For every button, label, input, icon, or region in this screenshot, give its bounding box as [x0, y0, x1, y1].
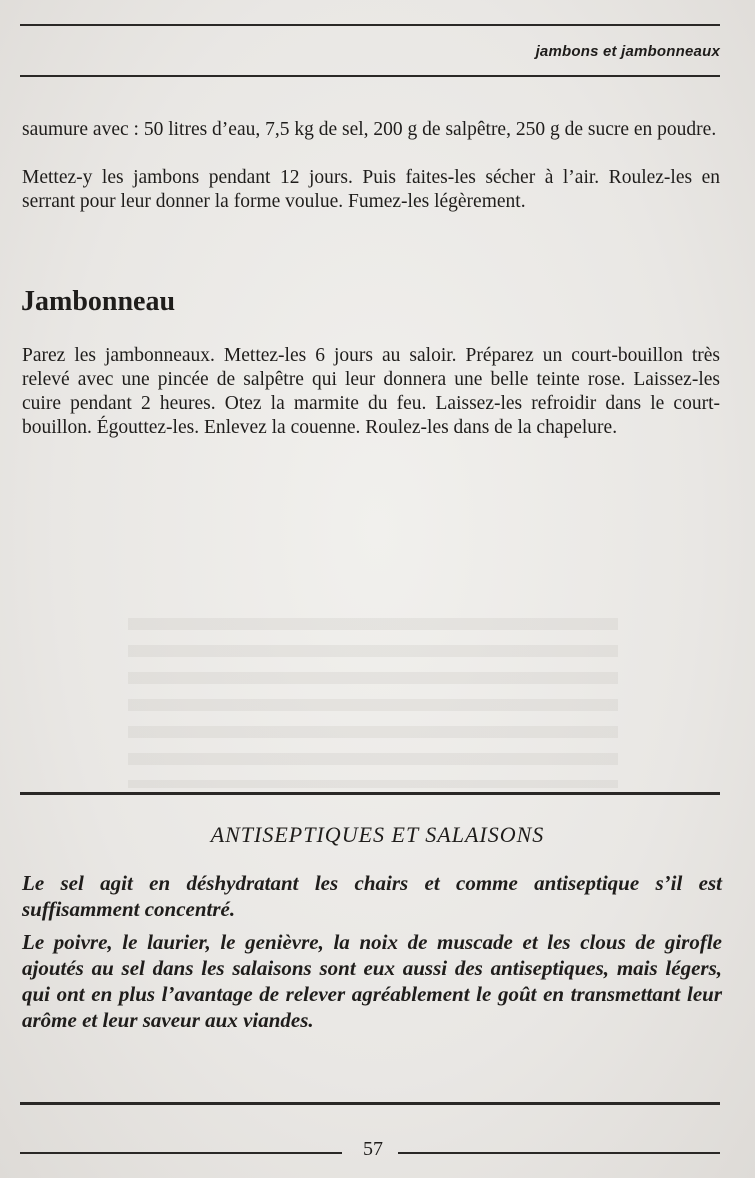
box-paragraph-2: Le poivre, le laurier, le genièvre, la noix de muscade et les clous de girofle ajoutés au sel dans les salaisons sont eux aussi des antiseptiques, mais légers, qui ont en plus l’avantage de relever agréablement le goût en transmettant leur arôme et leur saveur aux viandes. — [22, 930, 722, 1032]
box-rule-top — [20, 792, 720, 795]
show-through-text-block — [128, 618, 618, 788]
folio-rule-right — [398, 1152, 720, 1154]
box-paragraph-1: Le sel agit en déshydratant les chairs et comme antiseptique s’il est suffisamment concentré. — [22, 871, 722, 921]
intro-paragraph-1: saumure avec : 50 litres d’eau, 7,5 kg de sel, 200 g de salpêtre, 250 g de sucre en poudre. — [22, 119, 717, 140]
page-number: 57 — [363, 1138, 383, 1160]
section-heading: Jambonneau — [21, 286, 176, 317]
show-through-bleed — [270, 440, 290, 531]
header-rule-bottom — [20, 75, 720, 77]
section-body: Parez les jambonneaux. Mettez-les 6 jours au saloir. Préparez un court-bouillon très relevé avec une pincée de salpêtre qui leur donnera une belle teinte rose. Laissez-les cuire pendant 2 heures. Otez la marmite du feu. Laissez-les refroidir dans le court-bouillon. Égouttez-les. Enlevez la couenne. Roulez-les dans de la chapelure. — [22, 345, 720, 438]
header-rule-top — [20, 24, 720, 26]
folio-rule-left — [20, 1152, 342, 1154]
box-title: ANTISEPTIQUES ET SALAISONS — [210, 822, 545, 847]
running-head: jambons et jambonneaux — [535, 43, 720, 60]
intro-paragraph-2: Mettez-y les jambons pendant 12 jours. Puis faites-les sécher à l’air. Roulez-les en serrant pour leur donner la forme voulue. Fumez-les légèrement. — [22, 167, 720, 212]
box-rule-bottom — [20, 1102, 720, 1105]
